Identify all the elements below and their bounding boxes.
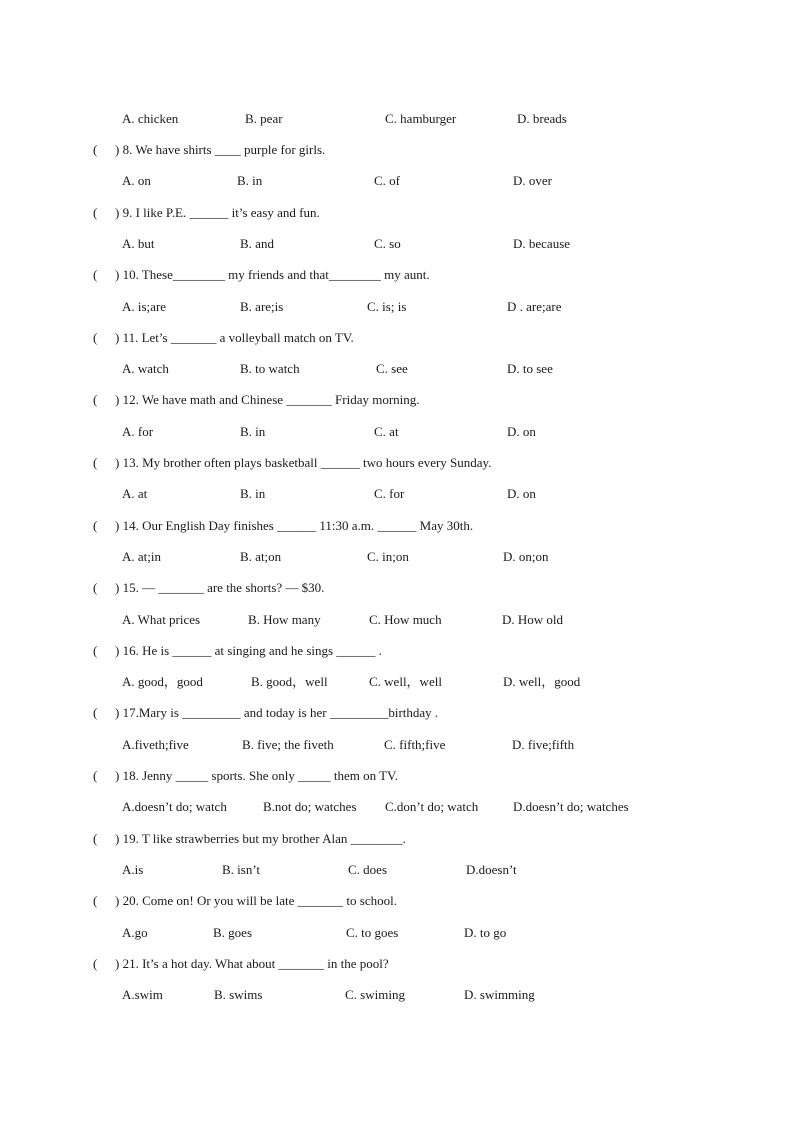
option-c: C. for (374, 486, 405, 501)
option-c: C. How much (369, 612, 442, 627)
option-d: D.doesn’t (466, 862, 517, 877)
question-text: ) 13. My brother often plays basketball ______ two hours every Sunday. (115, 455, 492, 470)
option-a: A.go (122, 925, 148, 940)
option-d: D. on (507, 486, 536, 501)
options-line (0, 423, 794, 441)
options-line (0, 986, 794, 1004)
question-text: ) 16. He is ______ at singing and he sings ______ . (115, 643, 382, 658)
option-d: D. How old (502, 612, 564, 627)
option-d: D. breads (517, 111, 567, 126)
option-d: D. over (513, 173, 552, 188)
option-b: B. in (240, 486, 266, 501)
option-a: A. on (122, 173, 151, 188)
option-c: C. at (374, 424, 399, 439)
question-text: ) 18. Jenny _____ sports. She only _____ them on TV. (115, 768, 398, 783)
option-b: B. good，well (251, 674, 328, 689)
option-b: B. swims (214, 987, 263, 1002)
answer-bracket[interactable]: ( (93, 330, 98, 345)
option-c: C. see (376, 361, 408, 376)
option-c: C. well，well (369, 674, 442, 689)
options-line (0, 736, 794, 754)
option-a: A.fiveth;five (122, 737, 189, 752)
option-b: B.not do; watches (263, 799, 357, 814)
option-b: B. isn’t (222, 862, 261, 877)
option-b: B. pear (245, 111, 283, 126)
option-d: D. to go (464, 925, 507, 940)
option-c: C. hamburger (385, 111, 457, 126)
option-b: B. five; the fiveth (242, 737, 334, 752)
answer-bracket[interactable]: ( (93, 705, 98, 720)
question-text: ) 14. Our English Day finishes ______ 11:30 a.m. ______ May 30th. (115, 518, 474, 533)
option-c: C. so (374, 236, 401, 251)
answer-bracket[interactable]: ( (93, 518, 98, 533)
options-line (0, 235, 794, 253)
answer-bracket[interactable]: ( (93, 392, 98, 407)
option-c: C. fifth;five (384, 737, 446, 752)
options-line (0, 298, 794, 316)
option-a: A.swim (122, 987, 163, 1002)
option-c: C. of (374, 173, 400, 188)
option-d: D. five;fifth (512, 737, 575, 752)
question-text: ) 17.Mary is _________ and today is her _________birthday . (115, 705, 439, 720)
option-a: A. chicken (122, 111, 179, 126)
option-c: C. is; is (367, 299, 407, 314)
options-line (0, 861, 794, 879)
option-b: B. in (240, 424, 266, 439)
option-b: B. at;on (240, 549, 282, 564)
option-d: D. on;on (503, 549, 549, 564)
answer-bracket[interactable]: ( (93, 205, 98, 220)
option-a: A. watch (122, 361, 169, 376)
option-d: D. swimming (464, 987, 535, 1002)
option-c: C. swiming (345, 987, 405, 1002)
answer-bracket[interactable]: ( (93, 580, 98, 595)
answer-bracket[interactable]: ( (93, 142, 98, 157)
option-a: A. What prices (122, 612, 201, 627)
option-b: B. How many (248, 612, 321, 627)
option-a: A. is;are (122, 299, 167, 314)
question-text: ) 20. Come on! Or you will be late _______ to school. (115, 893, 397, 908)
option-a: A. at;in (122, 549, 161, 564)
options-line (0, 172, 794, 190)
question-text: ) 15. — _______ are the shorts? — $30. (115, 580, 325, 595)
option-a: A. for (122, 424, 154, 439)
option-d: D. because (513, 236, 571, 251)
question-text: ) 21. It’s a hot day. What about _______ in the pool? (115, 956, 389, 971)
options-line (0, 485, 794, 503)
option-d: D. on (507, 424, 536, 439)
answer-bracket[interactable]: ( (93, 893, 98, 908)
option-b: B. in (237, 173, 263, 188)
option-a: A.is (122, 862, 144, 877)
answer-bracket[interactable]: ( (93, 831, 98, 846)
question-text: ) 10. These________ my friends and that________ my aunt. (115, 267, 430, 282)
option-b: B. are;is (240, 299, 284, 314)
option-a: A. but (122, 236, 155, 251)
option-b: B. goes (213, 925, 252, 940)
options-line (0, 798, 794, 816)
option-c: C. does (348, 862, 387, 877)
answer-bracket[interactable]: ( (93, 956, 98, 971)
question-text: ) 9. I like P.E. ______ it’s easy and fun. (115, 205, 320, 220)
options-line (0, 110, 794, 128)
option-b: B. to watch (240, 361, 300, 376)
option-d: D. well，good (503, 674, 581, 689)
options-line (0, 548, 794, 566)
question-text: ) 11. Let’s _______ a volleyball match on TV. (115, 330, 354, 345)
question-text: ) 19. T like strawberries but my brother Alan ________. (115, 831, 406, 846)
option-a: A. good，good (122, 674, 203, 689)
answer-bracket[interactable]: ( (93, 267, 98, 282)
option-b: B. and (240, 236, 274, 251)
options-line (0, 360, 794, 378)
option-a: A.doesn’t do; watch (122, 799, 227, 814)
question-text: ) 8. We have shirts ____ purple for girls. (115, 142, 326, 157)
option-d: D.doesn’t do; watches (513, 799, 629, 814)
answer-bracket[interactable]: ( (93, 455, 98, 470)
option-c: C. in;on (367, 549, 409, 564)
option-d: D. to see (507, 361, 553, 376)
option-a: A. at (122, 486, 148, 501)
answer-bracket[interactable]: ( (93, 768, 98, 783)
option-c: C.don’t do; watch (385, 799, 479, 814)
question-text: ) 12. We have math and Chinese _______ Friday morning. (115, 392, 420, 407)
option-c: C. to goes (346, 925, 399, 940)
option-d: D . are;are (507, 299, 562, 314)
options-line (0, 611, 794, 629)
options-line (0, 924, 794, 942)
options-line (0, 673, 794, 691)
answer-bracket[interactable]: ( (93, 643, 98, 658)
